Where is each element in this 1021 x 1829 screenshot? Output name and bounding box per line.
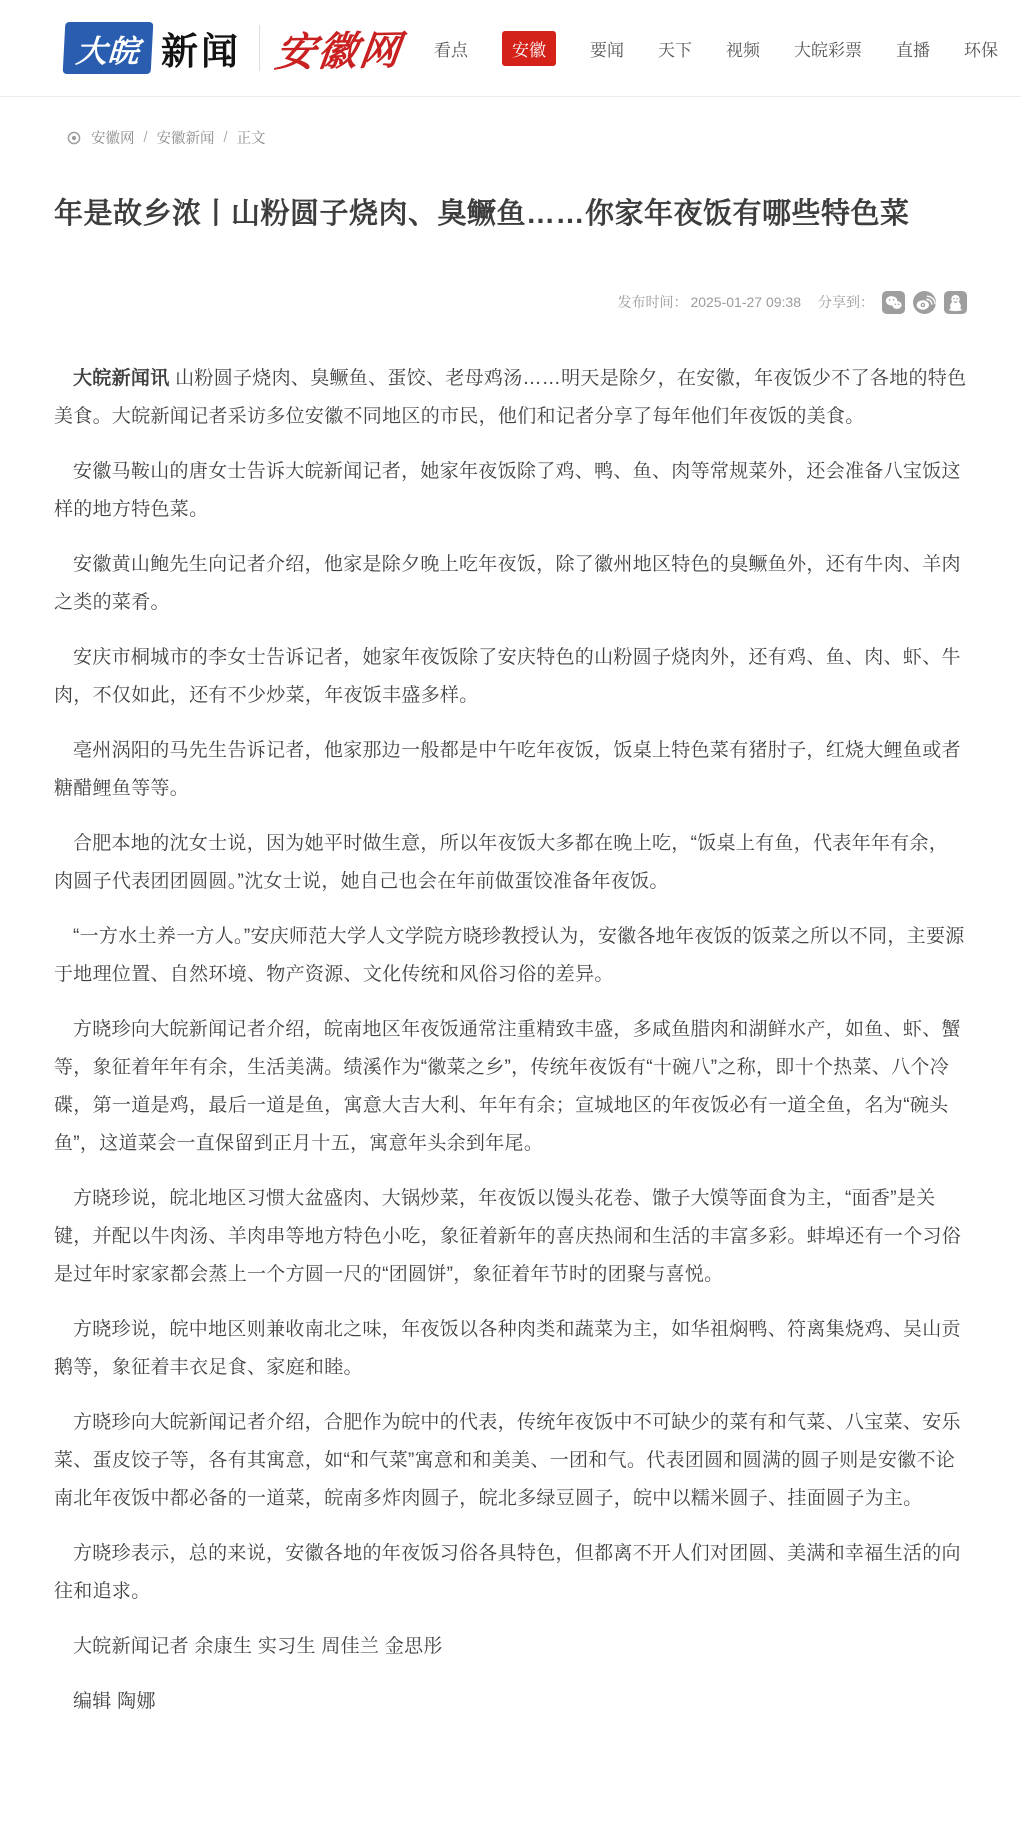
breadcrumb-item[interactable]: 安徽网 [91, 131, 135, 147]
logo-divider [259, 25, 260, 71]
nav-item[interactable]: 天下 [658, 40, 692, 60]
publish-time-label: 发布时间： [617, 294, 688, 311]
reporter-line: 大皖新闻记者 余康生 实习生 周佳兰 金思彤 [73, 1635, 443, 1657]
publish-time: 2025-01-27 09:38 [690, 294, 801, 311]
breadcrumb-separator: / [223, 129, 228, 146]
nav-item[interactable]: 环保 [964, 40, 998, 60]
wechat-share-icon[interactable] [882, 291, 905, 314]
editor-line: 编辑 陶娜 [73, 1690, 156, 1712]
article-paragraph: 安庆市桐城市的李女士告诉记者，她家年夜饭除了安庆特色的山粉圆子烧肉外，还有鸡、鱼、肉、虾、牛肉，不仅如此，还有不少炒菜，年夜饭丰盛多样。 [54, 646, 961, 706]
article-meta [54, 291, 967, 314]
lead-prefix: 大皖新闻讯 [73, 367, 170, 389]
qq-share-icon[interactable] [944, 291, 967, 314]
article-paragraph: 安徽马鞍山的唐女士告诉大皖新闻记者，她家年夜饭除了鸡、鸭、鱼、肉等常规菜外，还会准备八宝饭这样的地方特色菜。 [54, 460, 961, 520]
anhuiwang-logo[interactable]: 安徽网 [272, 27, 405, 75]
share-label: 分享到： [818, 294, 874, 311]
article-paragraph: 方晓珍说，皖北地区习惯大盆盛肉、大锅炒菜，年夜饭以馒头花卷、馓子大馍等面食为主，“面香”是关键，并配以牛肉汤、羊肉串等地方特色小吃，象征着新年的喜庆热闹和生活的丰富多彩。蚌埠还有一个习俗是过年时家家都会蒸上一个方圆一尺的“团圆饼”，象征着年节时的团聚与喜悦。 [54, 1187, 962, 1285]
breadcrumb-separator: / [143, 129, 148, 146]
nav-item[interactable]: 看点 [434, 40, 468, 60]
article-paragraph: 方晓珍表示，总的来说，安徽各地的年夜饭习俗各具特色，但都离不开人们对团圆、美满和幸福生活的向往和追求。 [54, 1542, 961, 1602]
nav-item[interactable]: 要闻 [590, 40, 624, 60]
article-container [54, 192, 967, 1802]
nav-item[interactable]: 安徽 [502, 31, 556, 66]
breadcrumb [66, 127, 1021, 148]
article-paragraph: “一方水土养一方人。”安庆师范大学人文学院方晓珍教授认为，安徽各地年夜饭的饭菜之所以不同，主要源于地理位置、自然环境、物产资源、文化传统和风俗习俗的差异。 [54, 925, 965, 985]
lead-text: 山粉圆子烧肉、臭鳜鱼、蛋饺、老母鸡汤……明天是除夕，在安徽，年夜饭少不了各地的特色美食。大皖新闻记者采访多位安徽不同地区的市民，他们和记者分享了每年他们年夜饭的美食。 [54, 367, 967, 427]
dawan-logo-word: 新闻 [161, 31, 241, 72]
location-icon [66, 130, 82, 146]
article-body [54, 360, 967, 1802]
nav-item[interactable]: 视频 [726, 40, 760, 60]
weibo-share-icon[interactable] [913, 291, 936, 314]
breadcrumb-item: 正文 [236, 131, 266, 147]
nav-item[interactable]: 大皖彩票 [794, 40, 862, 60]
article-paragraph: 亳州涡阳的马先生告诉记者，他家那边一般都是中午吃年夜饭，饭桌上特色菜有猪肘子，红烧大鲤鱼或者糖醋鲤鱼等等。 [54, 739, 961, 799]
site-header [0, 0, 1021, 97]
article-paragraph: 安徽黄山鲍先生向记者介绍，他家是除夕晚上吃年夜饭，除了徽州地区特色的臭鳜鱼外，还有牛肉、羊肉之类的菜肴。 [54, 553, 961, 613]
breadcrumb-item[interactable]: 安徽新闻 [156, 131, 215, 147]
nav-item[interactable]: 直播 [896, 40, 930, 60]
page-title: 年是故乡浓丨山粉圆子烧肉、臭鳜鱼……你家年夜饭有哪些特色菜 [54, 198, 910, 230]
lead-paragraph [54, 360, 967, 436]
dawan-logo-mark: 大皖 [63, 22, 154, 74]
article-paragraph: 方晓珍向大皖新闻记者介绍，皖南地区年夜饭通常注重精致丰盛，多咸鱼腊肉和湖鲜水产，如鱼、虾、蟹等，象征着年年有余，生活美满。绩溪作为“徽菜之乡”，传统年夜饭有“十碗八”之称，即十个热菜、八个冷碟，第一道是鸡，最后一道是鱼，寓意大吉大利、年年有余；宣城地区的年夜饭必有一道全鱼，名为“碗头鱼”，这道菜会一直保留到正月十五，寓意年头余到年尾。 [54, 1018, 961, 1154]
article-paragraph: 合肥本地的沈女士说，因为她平时做生意，所以年夜饭大多都在晚上吃，“饭桌上有鱼，代表年年有余，肉圆子代表团团圆圆。”沈女士说，她自己也会在年前做蛋饺准备年夜饭。 [54, 832, 949, 892]
article-paragraph: 方晓珍向大皖新闻记者介绍，合肥作为皖中的代表，传统年夜饭中不可缺少的菜有和气菜、八宝菜、安乐菜、蛋皮饺子等，各有其寓意，如“和气菜”寓意和和美美、一团和气。代表团圆和圆满的圆子则是安徽不论南北年夜饭中都必备的一道菜，皖南多炸肉圆子，皖北多绿豆圆子，皖中以糯米圆子、挂面圆子为主。 [54, 1411, 961, 1509]
article-paragraph: 方晓珍说，皖中地区则兼收南北之味，年夜饭以各种肉类和蔬菜为主，如华祖焖鸭、符离集烧鸡、吴山贡鹅等，象征着丰衣足食、家庭和睦。 [54, 1318, 961, 1378]
main-nav [434, 31, 998, 66]
dawan-news-logo[interactable] [64, 21, 241, 75]
